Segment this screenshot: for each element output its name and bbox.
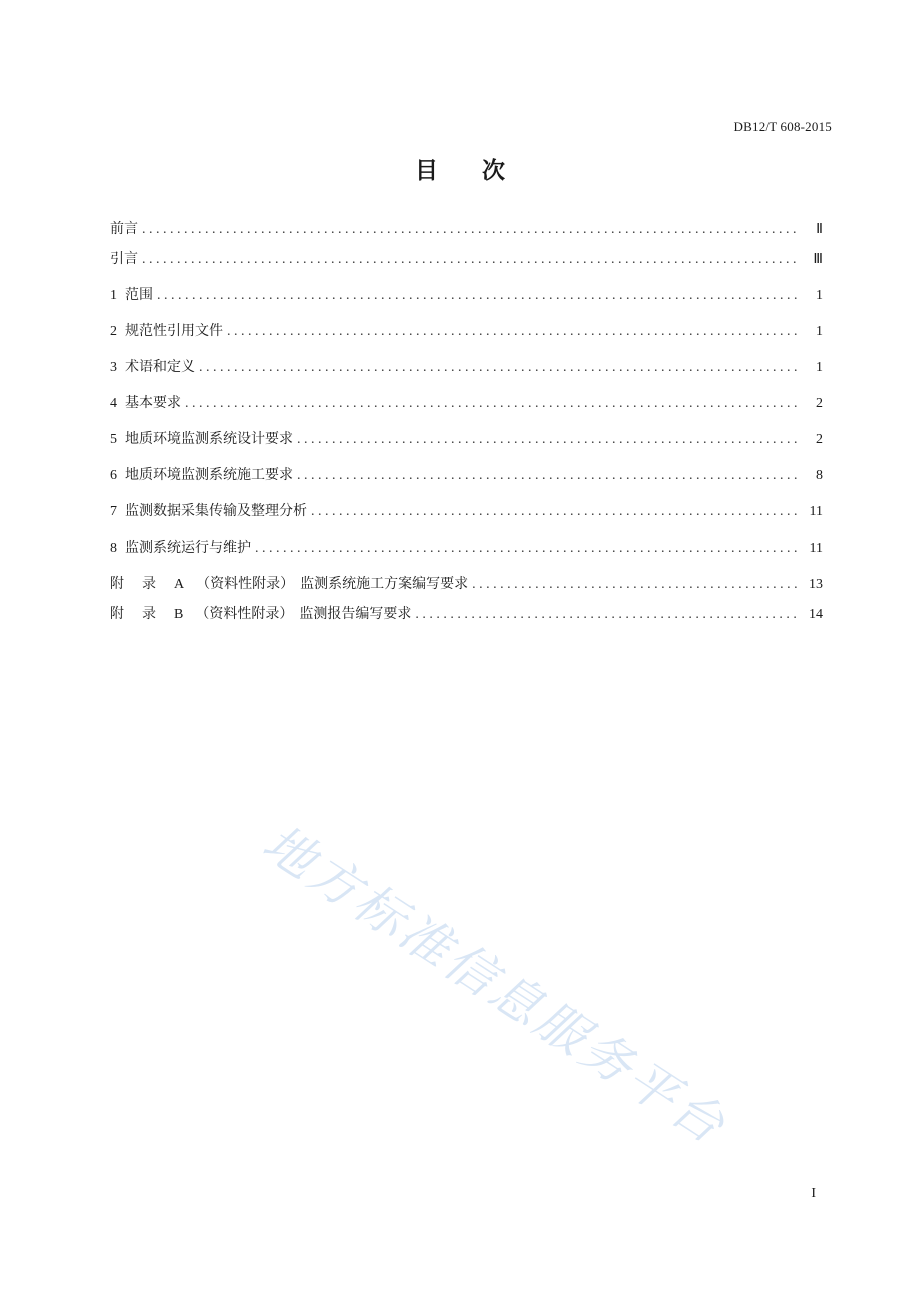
toc-label-text: 前言 [110, 221, 138, 237]
appendix-prefix: 附 [110, 606, 124, 622]
toc-row-1[interactable] [110, 285, 823, 305]
toc-label-text: 规范性引用文件 [125, 323, 223, 339]
toc-label-text: 引言 [110, 251, 138, 267]
toc-label [110, 219, 142, 239]
toc-page: 8 [816, 468, 823, 483]
toc-leader [142, 250, 799, 270]
toc-leader [297, 430, 799, 450]
appendix-letter: A [174, 577, 185, 592]
toc-leader [415, 605, 799, 625]
toc-number: 6 [110, 468, 117, 483]
toc-row-preface[interactable] [110, 219, 823, 239]
toc-row-appendix-a[interactable] [110, 574, 823, 594]
toc-label-text: 术语和定义 [125, 359, 195, 375]
toc-leader [157, 286, 799, 306]
toc-row-6[interactable] [110, 465, 823, 485]
toc-row-8[interactable] [110, 538, 823, 558]
toc-label [110, 429, 297, 450]
toc-number: 8 [110, 541, 117, 556]
toc-label-text: 监测系统施工方案编写要求 [300, 576, 469, 592]
toc-page: 2 [816, 396, 823, 411]
toc-leader [142, 220, 799, 240]
appendix-type: （资料性附录） [196, 576, 295, 592]
appendix-prefix: 录 [142, 576, 156, 592]
toc-label [110, 574, 472, 595]
toc-row-2[interactable] [110, 321, 823, 341]
toc-label [110, 538, 255, 559]
toc-label [110, 465, 297, 486]
toc-label-text: 地质环境监测系统设计要求 [125, 431, 293, 447]
toc-label [110, 285, 157, 306]
toc-number: 3 [110, 360, 117, 375]
toc-number: 5 [110, 432, 117, 447]
toc-page: 11 [809, 504, 823, 519]
toc-leader [255, 539, 799, 559]
toc-leader [472, 575, 799, 595]
toc-page: Ⅲ [813, 252, 823, 267]
page-number: I [811, 1186, 816, 1201]
toc-leader [199, 358, 799, 378]
toc-label-text: 监测数据采集传输及整理分析 [125, 503, 307, 519]
toc-number: 4 [110, 396, 117, 411]
toc-page: Ⅱ [816, 222, 823, 237]
toc-row-7[interactable] [110, 501, 823, 521]
toc-page: 11 [809, 541, 823, 556]
toc-page: 1 [816, 360, 823, 375]
toc-page: 1 [816, 324, 823, 339]
toc-number: 2 [110, 324, 117, 339]
toc-leader [227, 322, 799, 342]
toc-label [110, 249, 142, 269]
toc-page: 14 [809, 607, 823, 622]
toc-label [110, 501, 311, 522]
appendix-type: （资料性附录） [195, 606, 294, 622]
toc-row-5[interactable] [110, 429, 823, 449]
page-title: 目次 [415, 158, 549, 184]
toc-row-appendix-b[interactable] [110, 604, 823, 624]
watermark: 地方标准信息服务平台 [252, 813, 738, 1157]
toc-leader [311, 502, 799, 522]
toc-label-text: 范围 [125, 287, 153, 303]
toc-page: 13 [809, 577, 823, 592]
toc-row-introduction[interactable] [110, 249, 823, 269]
toc-label [110, 604, 415, 625]
toc-number: 7 [110, 504, 117, 519]
toc-label [110, 321, 227, 342]
standard-code: DB12/T 608-2015 [733, 119, 832, 134]
toc-label-text: 监测报告编写要求 [299, 606, 412, 622]
toc-leader [297, 466, 799, 486]
toc-number: 1 [110, 288, 117, 303]
appendix-prefix: 附 [110, 576, 124, 592]
toc-label-text: 地质环境监测系统施工要求 [125, 467, 293, 483]
toc-label [110, 357, 199, 378]
toc-label [110, 393, 185, 414]
toc-leader [185, 394, 799, 414]
appendix-letter: B [174, 607, 184, 622]
toc-page: 2 [816, 432, 823, 447]
toc-label-text: 监测系统运行与维护 [125, 540, 251, 556]
toc-label-text: 基本要求 [125, 395, 181, 411]
appendix-prefix: 录 [142, 606, 156, 622]
toc-page: 1 [816, 288, 823, 303]
toc-row-3[interactable] [110, 357, 823, 377]
toc-row-4[interactable] [110, 393, 823, 413]
